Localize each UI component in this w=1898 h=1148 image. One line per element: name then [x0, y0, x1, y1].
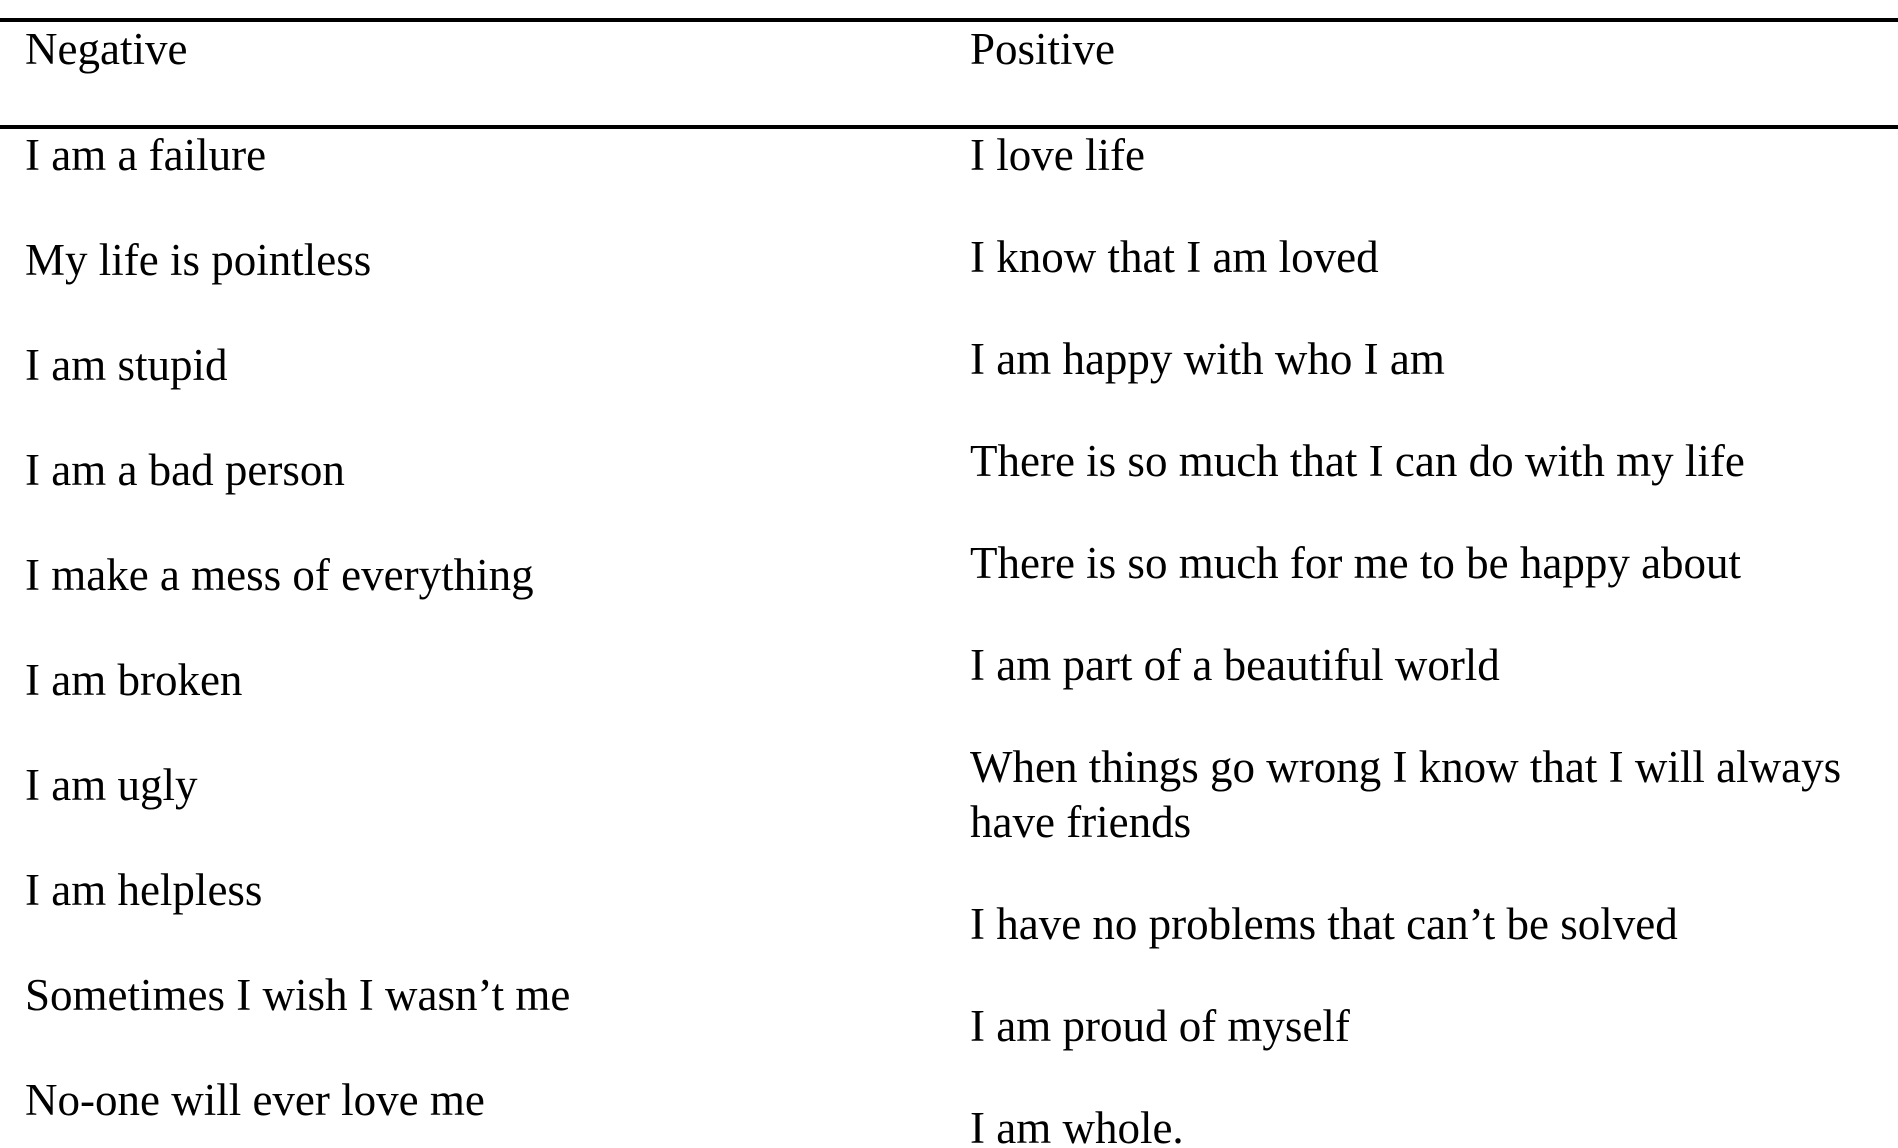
negative-statement: I am a bad person [25, 445, 345, 495]
negative-statements-column [25, 128, 905, 1148]
negative-statement: I make a mess of everything [25, 550, 534, 600]
negative-statement: My life is pointless [25, 235, 372, 285]
positive-statement: I know that I am loved [970, 232, 1379, 282]
negative-statement: I am stupid [25, 340, 228, 390]
positive-statement: I have no problems that can’t be solved [970, 899, 1678, 949]
positive-statement: I love life [970, 130, 1145, 180]
positive-statement: I am part of a beautiful world [970, 640, 1500, 690]
negative-statement: I am helpless [25, 865, 263, 915]
negative-statement: Sometimes I wish I wasn’t me [25, 970, 571, 1020]
column-header-positive: Positive [970, 24, 1116, 74]
negative-statement: I am a failure [25, 130, 267, 180]
positive-statement: There is so much for me to be happy about [970, 538, 1742, 588]
negative-statement: I am ugly [25, 760, 198, 810]
table-top-rule [0, 18, 1898, 22]
negative-statement: No-one will ever love me [25, 1075, 485, 1125]
positive-statements-column [970, 128, 1870, 1148]
positive-statement: I am whole. [970, 1103, 1184, 1148]
positive-statement: I am happy with who I am [970, 334, 1445, 384]
positive-statement: When things go wrong I know that I will always have friends [970, 742, 1842, 847]
positive-statement: I am proud of myself [970, 1001, 1350, 1051]
positive-statement: There is so much that I can do with my life [970, 436, 1745, 486]
column-header-negative: Negative [25, 24, 188, 74]
negative-statement: I am broken [25, 655, 243, 705]
